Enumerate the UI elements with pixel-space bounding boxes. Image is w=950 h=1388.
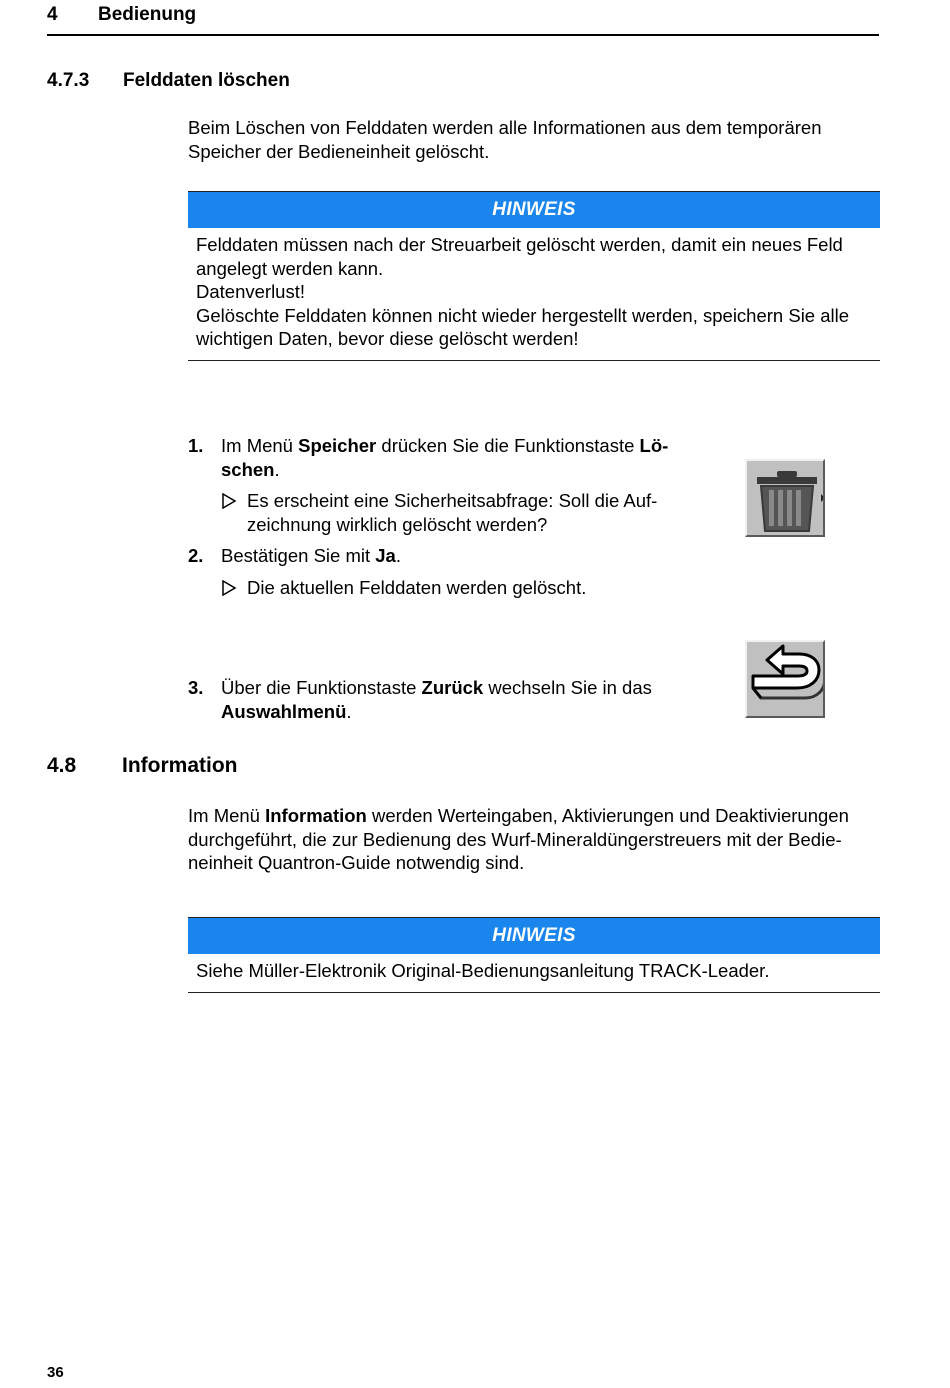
notice-text: Felddaten müssen nach der Streuarbeit gelöscht werden, damit ein neues Feld angelegt werden kann. Datenverlust! Gelöschte Felddaten können nicht wieder hergestellt werden, speichern Sie alle wichtigen Daten, bevor diese gelöscht werden! xyxy=(188,228,880,361)
triangle-right-icon xyxy=(221,580,237,596)
step-2: 2. Bestätigen Sie mit Ja. xyxy=(188,545,401,566)
trash-icon xyxy=(747,461,825,537)
back-arrow-icon xyxy=(747,642,825,718)
step-number: 2. xyxy=(188,545,204,566)
step-number: 1. xyxy=(188,435,204,456)
intro-paragraph: Beim Löschen von Felddaten werden alle Informationen aus dem temporären Speicher der Bedieneinheit gelöscht. xyxy=(188,117,822,162)
back-function-key xyxy=(745,640,825,718)
notice-label: HINWEIS xyxy=(188,918,880,954)
notice-label: HINWEIS xyxy=(188,192,880,228)
step-number: 3. xyxy=(188,677,204,698)
triangle-right-icon xyxy=(221,493,237,509)
chapter-number: 4 xyxy=(47,4,58,25)
delete-function-key xyxy=(745,459,825,537)
section-title: Felddaten löschen xyxy=(123,70,290,91)
step-3: 3. Über die Funktionstaste Zurück wechseln Sie in das Auswahlmenü. xyxy=(188,677,652,722)
info-paragraph: Im Menü Information werden Werteingaben, Aktivierungen und Deaktivierungen durchgeführt, die zur Bedienung des Wurf-Mineraldüngerstreuers mit der Bedie- neinheit Quantron-Guide notwendig sind. xyxy=(188,805,849,873)
page-number: 36 xyxy=(47,1364,64,1381)
section-title: Information xyxy=(122,754,238,777)
step-1: 1. Im Menü Speicher drücken Sie die Funktionstaste Lö- schen. xyxy=(188,435,669,480)
section-number: 4.8 xyxy=(47,754,77,777)
notice-text: Siehe Müller-Elektronik Original-Bedienungsanleitung TRACK-Leader. xyxy=(188,954,880,993)
section-number: 4.7.3 xyxy=(47,70,90,91)
result-1: Es erscheint eine Sicherheitsabfrage: Soll die Auf- zeichnung wirklich gelöscht werden? xyxy=(221,489,701,536)
header-rule xyxy=(47,34,879,36)
notice-box xyxy=(188,191,880,361)
notice-box xyxy=(188,917,880,993)
result-2: Die aktuellen Felddaten werden gelöscht. xyxy=(221,576,701,600)
chapter-title: Bedienung xyxy=(98,4,197,25)
